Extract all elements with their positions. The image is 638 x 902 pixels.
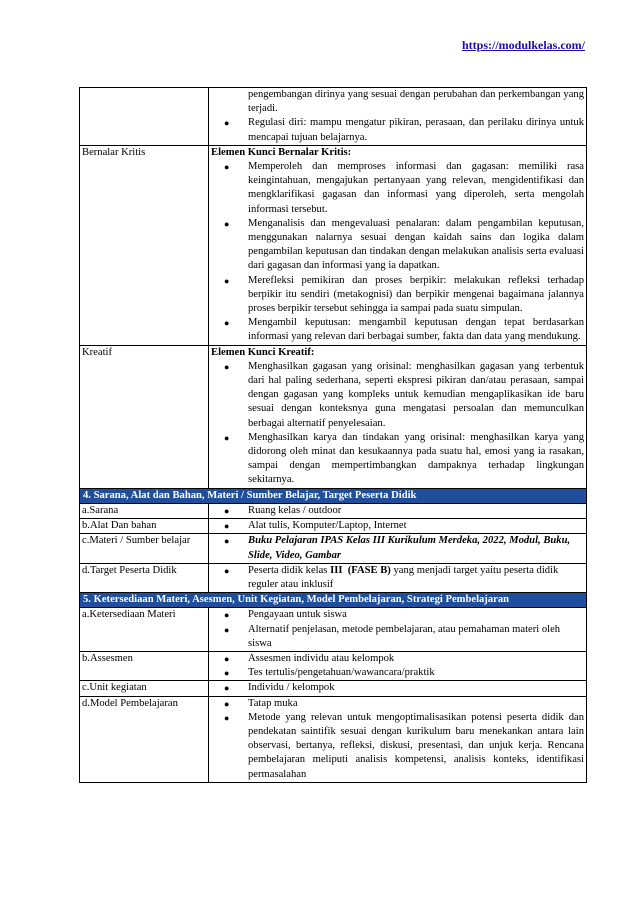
value-cell: [209, 681, 587, 696]
bullet-list: [211, 360, 584, 488]
bullet-icon: ●: [224, 361, 230, 372]
bullet-icon: ●: [224, 432, 230, 443]
bullet-list: [211, 564, 584, 592]
list-item-text: Alternatif penjelasan, metode pembelajaran, atau pemahaman materi oleh siswa: [248, 623, 561, 649]
row-label: a.Sarana: [80, 503, 209, 518]
list-item-text: Menganalisis dan mengevaluasi penalaran: dalam pengambilan keputusan, menggunakan nalarnya sesuai dengan kaidah sains dan logika dalam pengambilan keputusan dan tindakan dengan melakukan analisis serta evaluasi dari gagasan dan informasi yang ia dapatkan.: [248, 217, 584, 272]
bullet-icon: ●: [224, 275, 230, 286]
table-row: [80, 345, 587, 488]
target-prefix: Peserta didik kelas: [248, 564, 331, 576]
row-label: a.Ketersediaan Materi: [80, 608, 209, 652]
bullet-icon: ●: [224, 712, 230, 723]
target-fase: (FASE B): [347, 564, 391, 576]
table-row: [80, 563, 587, 592]
value-cell: [209, 534, 587, 563]
bullet-icon: ●: [224, 218, 230, 229]
list-item: [211, 316, 584, 344]
value-cell: [209, 503, 587, 518]
list-item: [211, 519, 584, 533]
table-row: [80, 519, 587, 534]
list-item: [211, 652, 584, 666]
section-header-row: [80, 488, 587, 503]
bullet-list: [211, 534, 584, 562]
bullet-icon: ●: [224, 505, 230, 516]
value-cell: [209, 563, 587, 592]
target-kelas: III: [330, 564, 343, 576]
bullet-icon: ●: [224, 318, 230, 329]
continued-text: pengembangan dirinya yang sesuai dengan perubahan dan perkembangan yang terjadi.: [248, 89, 584, 115]
section-title: 4. Sarana, Alat dan Bahan, Materi / Sumber Belajar, Target Peserta Didik: [80, 488, 587, 503]
section-header-row: [80, 593, 587, 608]
bullet-icon: ●: [224, 536, 230, 547]
bullet-list: [211, 116, 584, 144]
list-item-text: Regulasi diri: mampu mengatur pikiran, perasaan, dan perilaku dirinya untuk mencapai tujuan belajarnya.: [248, 117, 584, 143]
table-row: [80, 503, 587, 518]
table-row: [80, 534, 587, 563]
bullet-icon: ●: [224, 162, 230, 173]
bullet-icon: ●: [224, 521, 230, 532]
list-item: [211, 608, 584, 622]
bullet-icon: ●: [224, 610, 230, 621]
continued-cell: [209, 88, 587, 146]
list-item-text: Mengambil keputusan: mengambil keputusan dengan tepat berdasarkan informasi yang relevan dari berbagai sumber, fakta dan data yang mendukung.: [248, 317, 584, 343]
list-item-text: Menghasilkan karya dan tindakan yang orisinal: menghasilkan karya yang didorong oleh minat dan kesukaannya pada suatu hal, emosi yang ia rasakan, sampai dengan mempertimbangkan dampaknya terhadap lingkungan sekitarnya.: [248, 431, 584, 486]
value-cell: [209, 608, 587, 652]
list-item-text: Memperoleh dan memproses informasi dan gagasan: memiliki rasa keingintahuan, mengajukan pertanyaan yang relevan, mengidentifikasi dan mengklarifikasi gagasan dan informasi yang diperoleh, serta mengolah informasi tersebut.: [248, 161, 584, 215]
list-item-text: Buku Pelajaran IPAS Kelas III Kurikulum Merdeka, 2022, Modul, Buku, Slide, Video, Gambar: [248, 535, 571, 561]
row-label: Bernalar Kritis: [80, 145, 209, 345]
bullet-list: [211, 504, 584, 518]
header-url-link[interactable]: https://modulkelas.com/: [461, 38, 585, 52]
element-heading: Elemen Kunci Kreatif:: [211, 346, 315, 358]
list-item-text: Ruang kelas / outdoor: [248, 504, 342, 516]
value-cell: [209, 696, 587, 782]
list-item: [211, 711, 584, 782]
list-item-text: Individu / kelompok: [248, 682, 335, 694]
list-item: [211, 623, 584, 651]
table-row: [80, 88, 587, 146]
empty-cell: [80, 88, 209, 146]
list-item: [211, 504, 584, 518]
row-label: d.Model Pembelajaran: [80, 696, 209, 782]
list-item: [211, 360, 584, 431]
list-item-text: Tes tertulis/pengetahuan/wawancara/praktik: [248, 667, 435, 679]
bullet-icon: ●: [224, 624, 230, 635]
table-row: [80, 681, 587, 696]
bullet-icon: ●: [224, 683, 230, 694]
list-item: [211, 431, 584, 488]
list-item: [211, 160, 584, 217]
list-item-text: Metode yang relevan untuk mengoptimalisasikan potensi peserta didik dan pendekatan saintifik sesuai dengan kurikulum baru menekankan antara lain observasi, bertanya, refleksi, diskusi, presentasi, dan unjuk kerja. Rencana pembelajaran meliputi analisis kompetensi, analisis konteks, identifikasi permasalahan: [248, 711, 584, 780]
bullet-list: [211, 681, 584, 695]
value-cell: [209, 651, 587, 680]
list-item-text: Alat tulis, Komputer/Laptop, Internet: [248, 520, 407, 532]
list-item: [211, 666, 584, 680]
bernalar-cell: [209, 145, 587, 345]
section-title: 5. Ketersediaan Materi, Asesmen, Unit Kegiatan, Model Pembelajaran, Strategi Pembelajaran: [80, 593, 587, 608]
list-item-text: Pengayaan untuk siswa: [248, 609, 347, 621]
list-item: [211, 274, 584, 317]
list-item: [211, 534, 584, 562]
bullet-icon: ●: [224, 118, 230, 129]
row-label: c.Materi / Sumber belajar: [80, 534, 209, 563]
bullet-list: [211, 608, 584, 651]
table-row: [80, 145, 587, 345]
list-item: [211, 564, 584, 592]
list-item: [211, 681, 584, 695]
bullet-list: [211, 160, 584, 345]
list-item-text: Merefleksi pemikiran dan proses berpikir: melakukan refleksi terhadap berpikir itu sendiri (metakognisi) dan berpikir mengenai bagaimana jalannya proses berpikir tersebut sehingga ia sampai pada suatu simpulan.: [248, 274, 584, 315]
list-item-text: Assesmen individu atau kelompok: [248, 652, 395, 664]
list-item: [211, 116, 584, 144]
row-label: Kreatif: [80, 345, 209, 488]
row-label: b.Alat Dan bahan: [80, 519, 209, 534]
bullet-icon: ●: [224, 698, 230, 709]
list-item: [211, 217, 584, 274]
bullet-list: [211, 697, 584, 782]
list-item-text: Menghasilkan gagasan yang orisinal: menghasilkan gagasan yang terbentuk dari hal paling sederhana, seperti ekspresi pikiran dan/atau perasaan, sampai dengan gagasan yang kompleks untuk kemudian mengaplikasikan ide baru sesuai dengan konteksnya guna mengatasi persoalan dan memunculkan berbagai alternatif penyelesaian.: [248, 360, 584, 429]
table-row: [80, 608, 587, 652]
table-row: [80, 696, 587, 782]
table-row: [80, 651, 587, 680]
modul-table: [79, 87, 587, 783]
bullet-list: [211, 519, 584, 533]
bullet-icon: ●: [224, 668, 230, 679]
target-suffix: yang menjadi target yaitu peserta didik reguler atau inklusif: [248, 564, 559, 590]
value-cell: [209, 519, 587, 534]
row-label: d.Target Peserta Didik: [80, 563, 209, 592]
element-heading: Elemen Kunci Bernalar Kritis:: [211, 146, 352, 158]
bullet-icon: ●: [224, 653, 230, 664]
list-item: [211, 697, 584, 711]
bullet-icon: ●: [224, 565, 230, 576]
row-label: c.Unit kegiatan: [80, 681, 209, 696]
bullet-list: [211, 652, 584, 680]
row-label: b.Assesmen: [80, 651, 209, 680]
list-item-text: Tatap muka: [248, 697, 298, 709]
kreatif-cell: [209, 345, 587, 488]
